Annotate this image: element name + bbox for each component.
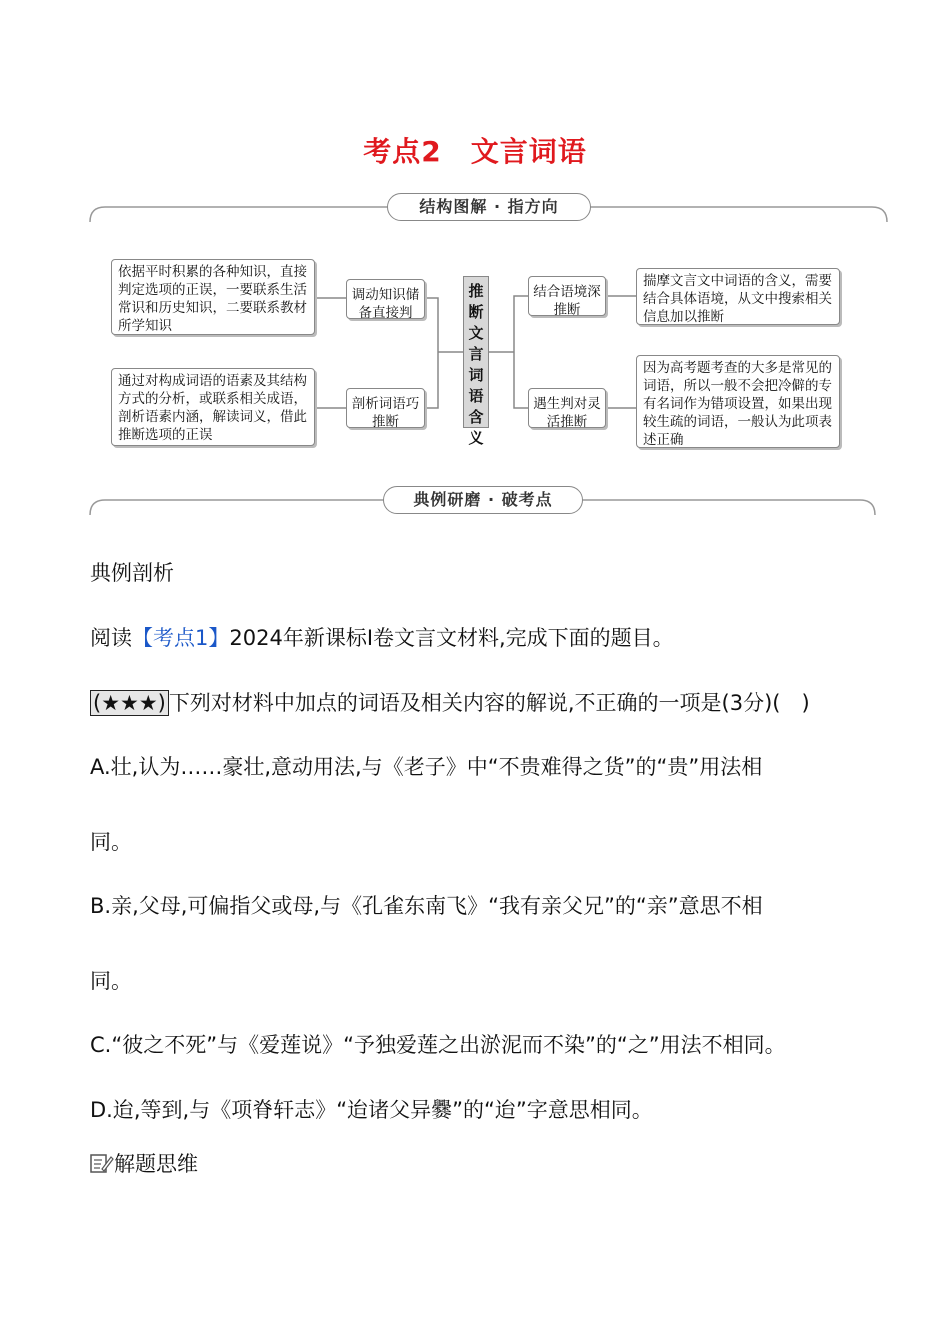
left-bottom-method: 剖析词语巧推断 — [346, 388, 425, 428]
reading-tag: 【考点1】 — [132, 626, 230, 650]
reading-prefix: 阅读 — [90, 626, 132, 650]
solve-heading — [90, 1148, 198, 1179]
right-bottom-method: 遇生判对灵活推断 — [528, 388, 606, 428]
option-b-line1: B.亲,父母,可偏指父或母,与《孔雀东南飞》“我有亲父兄”的“亲”意思不相 — [90, 894, 763, 918]
section-banner-structure: 结构图解 · 指方向 — [387, 193, 591, 221]
left-top-method: 调动知识储备直接判 — [346, 279, 425, 319]
right-bottom-description: 因为高考题考查的大多是常见的词语，所以一般不会把冷僻的专有名词作为错项设置，如果出现较生疏的词语，一般认为此项表述正确 — [636, 355, 840, 448]
notepad-pencil-icon — [90, 1152, 114, 1179]
diagram-center-node — [463, 276, 489, 447]
section-heading: 典例剖析 — [90, 561, 174, 585]
reading-text: 2024年新课标Ⅰ卷文言文材料,完成下面的题目。 — [229, 626, 674, 650]
option-a-line2: 同。 — [90, 830, 132, 854]
section-banner-examples: 典例研磨 · 破考点 — [383, 486, 583, 514]
question-text: 下列对材料中加点的词语及相关内容的解说,不正确的一项是(3分)( ) — [168, 691, 810, 715]
center-node-text: 推断文言词语含义 — [468, 282, 484, 447]
reading-instruction — [90, 622, 674, 652]
right-top-method: 结合语境深推断 — [528, 276, 606, 316]
option-b-line2: 同。 — [90, 969, 132, 993]
left-bottom-description: 通过对构成词语的语素及其结构方式的分析，或联系相关成语，剖析语素内涵，解读词义，借此推断选项的正误 — [111, 368, 315, 446]
page-title: 考点2 文言词语 — [363, 135, 587, 168]
solve-label: 解题思维 — [114, 1152, 198, 1176]
option-d: D.迨,等到,与《项脊轩志》“迨诸父异爨”的“迨”字意思相同。 — [90, 1098, 653, 1122]
right-top-description: 揣摩文言文中词语的含义，需要结合具体语境，从文中搜索相关信息加以推断 — [636, 268, 840, 325]
left-top-description: 依据平时积累的各种知识，直接判定选项的正误，一要联系生活常识和历史知识，二要联系教材所学知识 — [111, 259, 315, 335]
question-stem — [90, 687, 810, 717]
option-c: C.“彼之不死”与《爱莲说》“予独爱莲之出淤泥而不染”的“之”用法不相同。 — [90, 1033, 786, 1057]
option-a-line1: A.壮,认为……豪壮,意动用法,与《老子》中“不贵难得之货”的“贵”用法相 — [90, 755, 763, 779]
difficulty-stars: (★★★) — [90, 690, 169, 716]
